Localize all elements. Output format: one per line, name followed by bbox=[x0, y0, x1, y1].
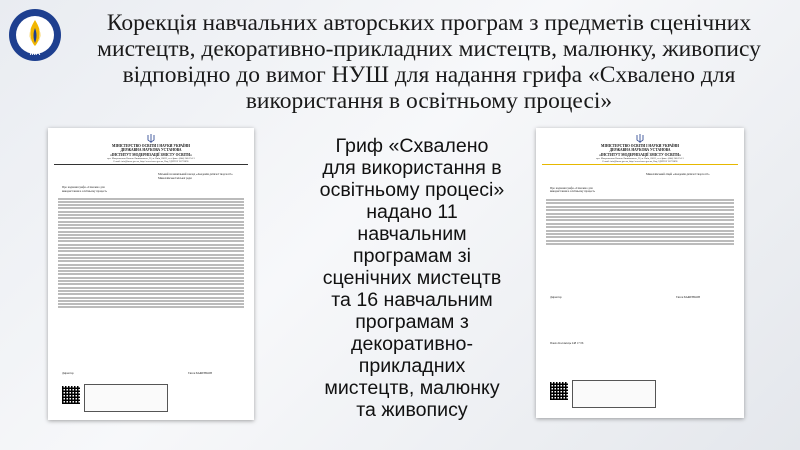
center-text: Гриф «Схвалено для використання в освітньому процесі» надано 11 навчальним програмам зі сценічних мистецтв та 16 навчальним програмам з декоративно-прикладних мистецтв, малюнку та живопису bbox=[319, 135, 505, 421]
trident-icon bbox=[147, 134, 155, 144]
page-title: Корекція навчальних авторських програм з предметів сценічних мистецтв, декоративно-прикладних мистецтв, малюнку, живопису відповідно до вимог НУШ для надання грифа «Схвалено для використання в освітньому процесі» bbox=[97, 10, 761, 114]
digital-signature-stamp bbox=[84, 384, 168, 412]
address: вул. Митрополита Василя Липківського, 36, м. Київ, 03035, тел./факс: (044) 248-25-13 bbox=[596, 157, 684, 161]
subject: Про надання грифа «Схвалено для використання в освітньому процесі» bbox=[62, 185, 108, 193]
letter-body bbox=[58, 198, 244, 309]
institute-name: «ІНСТИТУТ МОДЕРНІЗАЦІЇ ЗМІСТУ ОСВІТИ» bbox=[110, 152, 192, 157]
ministry-name: МІНІСТЕРСТВО ОСВІТИ І НАУКИ УКРАЇНИ bbox=[112, 144, 190, 148]
recipient: Міський позашкільний заклад «Академія дитячої творчості» Миколаївської міської ради bbox=[158, 172, 233, 180]
signer-position: Директор bbox=[550, 295, 562, 299]
academy-logo bbox=[8, 8, 62, 62]
digital-signature-stamp bbox=[572, 380, 656, 408]
email: E-mail: info@imzo.gov.ua, http://www.imzo.gov.ua, Код ЄДРПОУ 38776896 bbox=[602, 160, 678, 164]
institution-name: ДЕРЖАВНА НАУКОВА УСТАНОВА bbox=[120, 148, 182, 153]
document-left bbox=[48, 128, 254, 420]
address: вул. Митрополита Василя Липківського, 36, м. Київ, 03035, тел./факс: (044) 248-25-13 bbox=[107, 157, 195, 161]
svg-text:МА: МА bbox=[29, 50, 41, 57]
signer-name: Євген БАЖЕНКОВ bbox=[188, 371, 212, 375]
email: E-mail: info@imzo.gov.ua, http://www.imzo.gov.ua, Код ЄДРПОУ 38776896 bbox=[113, 160, 189, 164]
ministry-name: МІНІСТЕРСТВО ОСВІТИ І НАУКИ УКРАЇНИ bbox=[601, 144, 679, 148]
institute-name: «ІНСТИТУТ МОДЕРНІЗАЦІЇ ЗМІСТУ ОСВІТИ» bbox=[599, 152, 681, 157]
trident-icon bbox=[636, 134, 644, 144]
qr-code-icon bbox=[550, 382, 568, 400]
signer-position: Директор bbox=[62, 371, 74, 375]
document-right bbox=[536, 128, 744, 418]
signer-name: Євген БАЖЕНКОВ bbox=[676, 295, 700, 299]
subject: Про надання грифа «Схвалено для використання в освітньому процесі» bbox=[550, 185, 596, 194]
recipient: Миколаївський ліцей «Академія дитячої творчості» bbox=[646, 172, 710, 177]
letter-body bbox=[546, 199, 734, 245]
institution-name: ДЕРЖАВНА НАУКОВА УСТАНОВА bbox=[609, 148, 671, 153]
executor: Павло Коломієць 248 17 06 bbox=[550, 341, 584, 345]
divider bbox=[54, 164, 248, 165]
qr-code-icon bbox=[62, 386, 80, 404]
divider bbox=[542, 164, 738, 165]
